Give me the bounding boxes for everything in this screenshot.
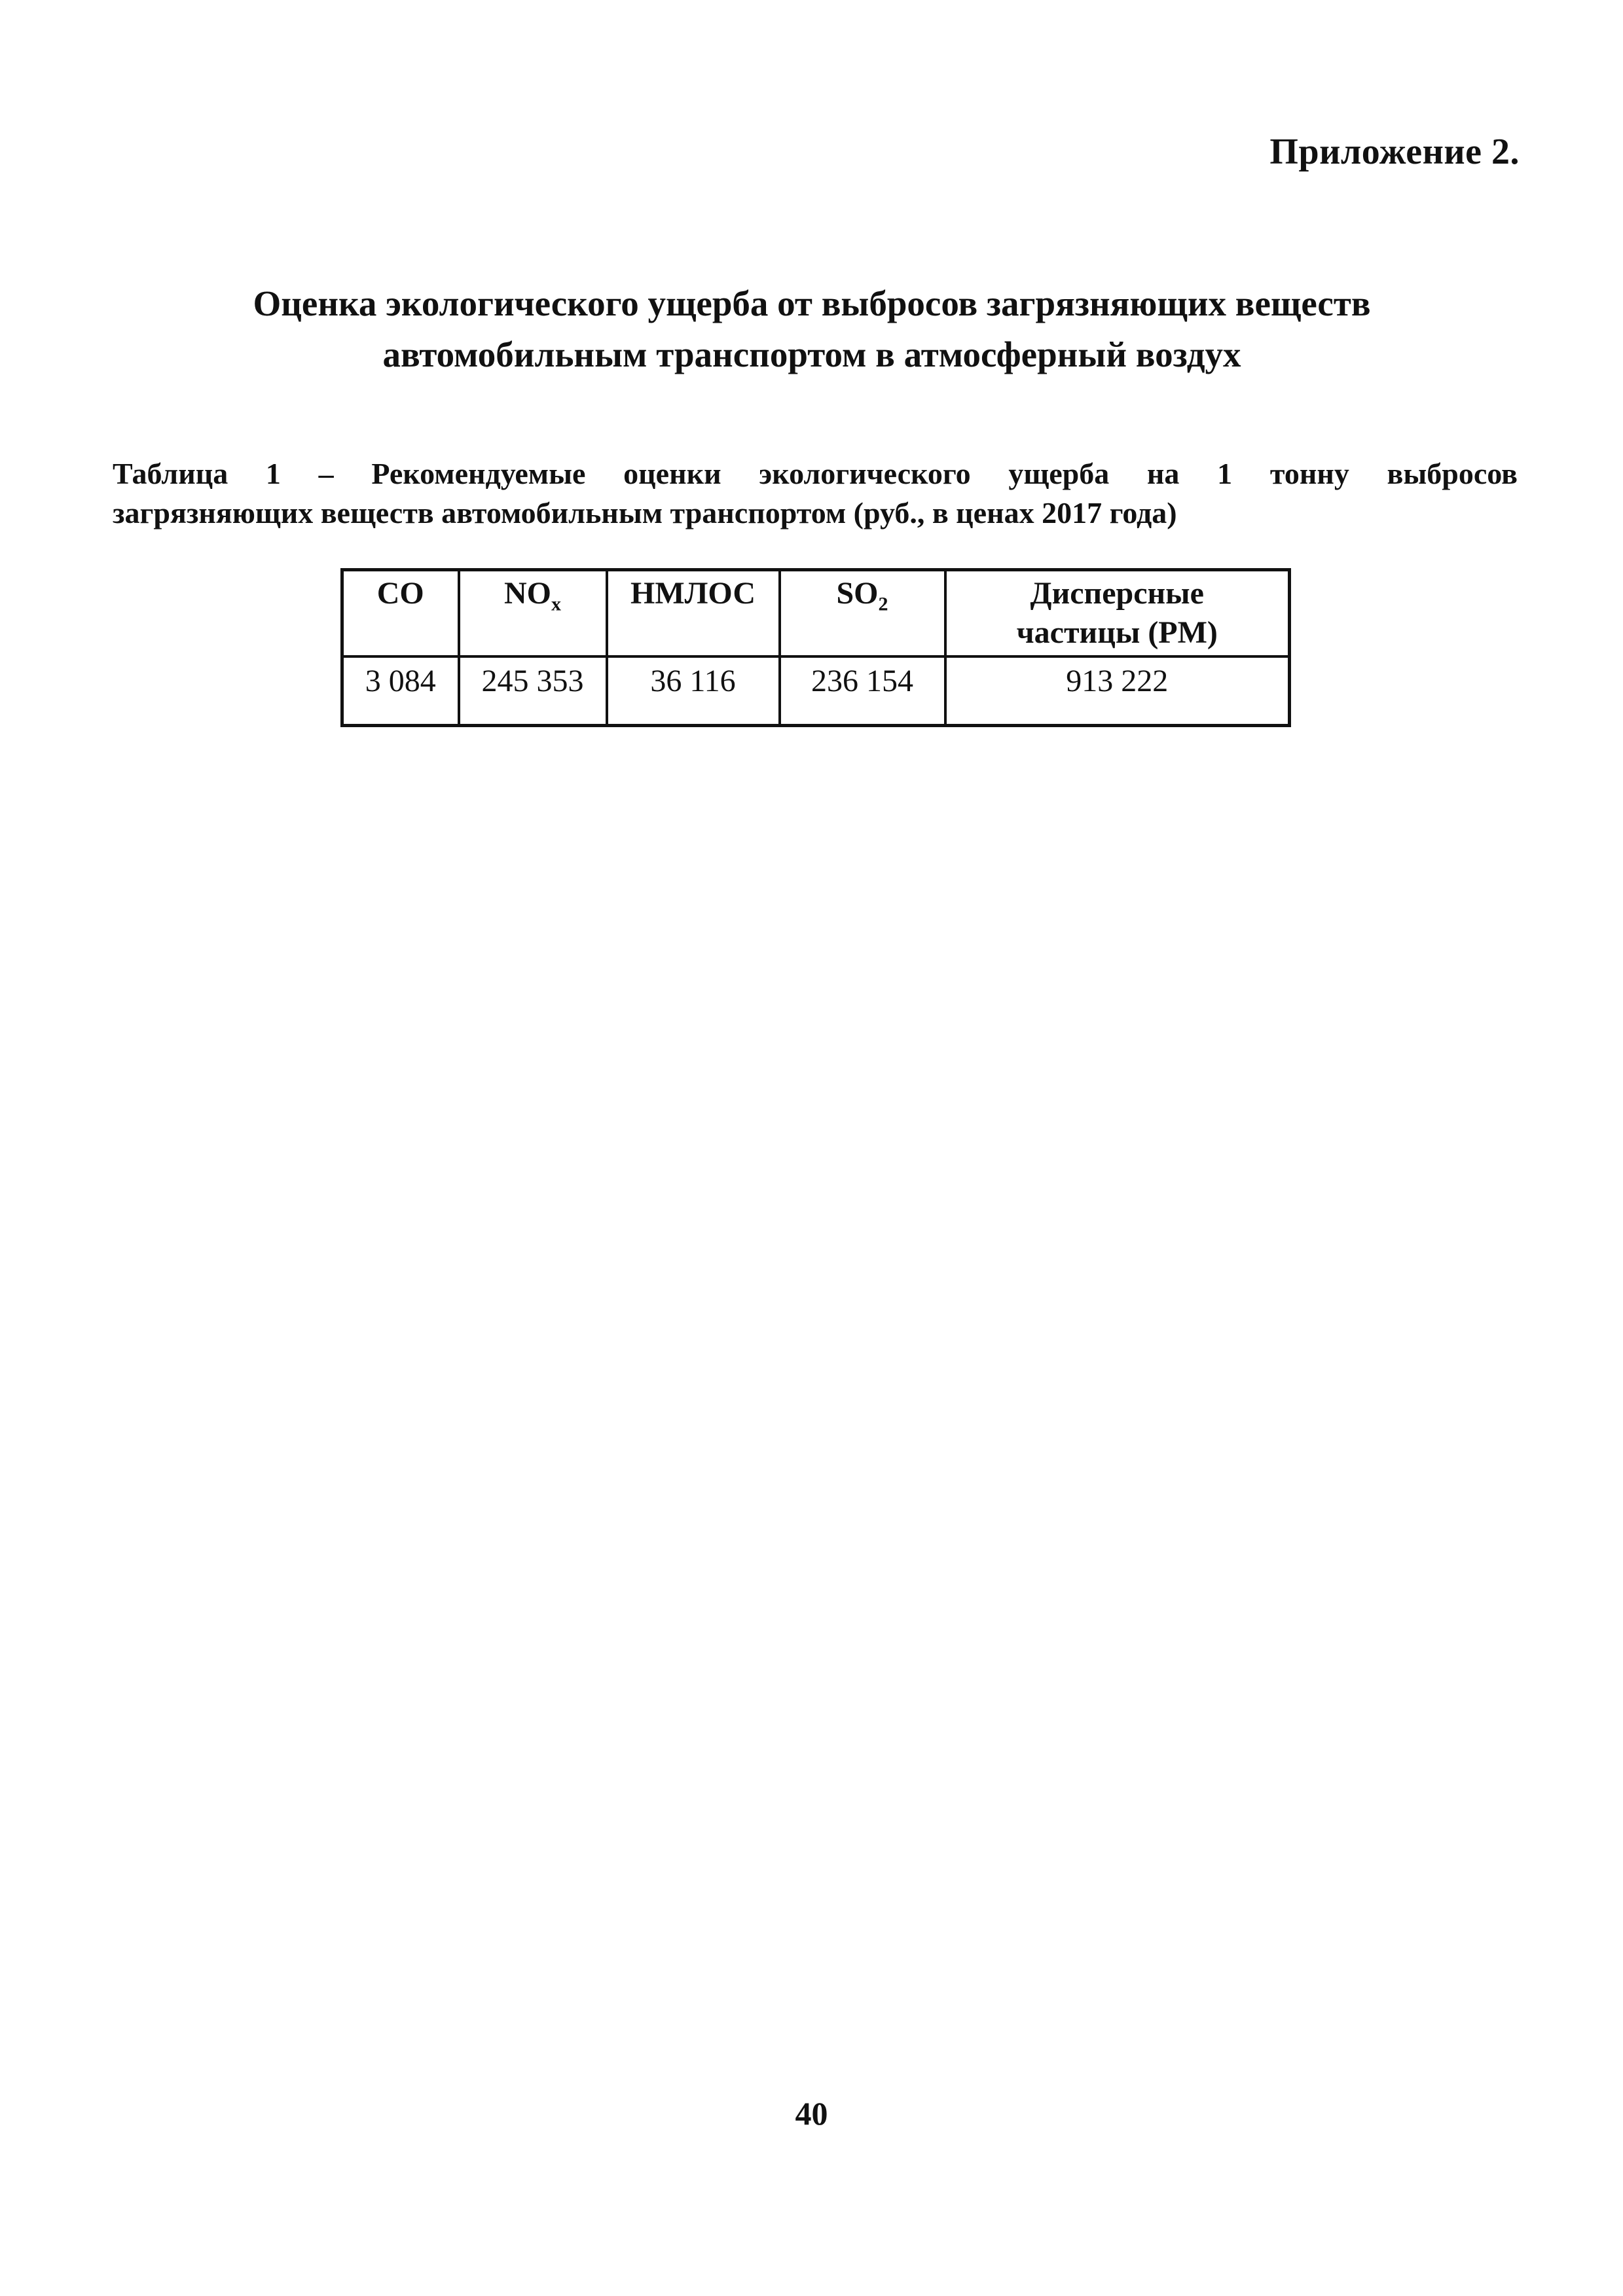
table-caption — [113, 454, 1518, 533]
document-title-line-2: автомобильным транспортом в атмосферный воздух — [382, 334, 1241, 374]
table-caption-line-1: Таблица 1 – Рекомендуемые оценки экологического ущерба на 1 тонну выбросов — [113, 457, 1518, 490]
cell-co-value: 3 084 — [342, 656, 459, 726]
header-co: CO — [342, 570, 459, 656]
damage-estimates-table — [340, 568, 1291, 727]
document-title-line-1: Оценка экологического ущерба от выбросов загрязняющих веществ — [253, 283, 1371, 323]
header-nmvoc: НМЛОС — [607, 570, 780, 656]
table-caption-line-2: загрязняющих веществ автомобильным транспортом (руб., в ценах 2017 года) — [113, 496, 1177, 529]
header-particulate-matter: Дисперсные частицы (PM) — [945, 570, 1290, 656]
header-nox: $NO_x$ — [459, 570, 607, 656]
table-header-row — [342, 570, 1290, 656]
cell-nox-value: 245 353 — [459, 656, 607, 726]
cell-nmvoc-value: 36 116 — [607, 656, 780, 726]
cell-pm-value: 913 222 — [945, 656, 1290, 726]
document-title — [131, 278, 1493, 380]
appendix-label: Приложение 2. — [1269, 132, 1520, 172]
cell-so2-value: 236 154 — [780, 656, 945, 726]
header-so2: $SO_2$ — [780, 570, 945, 656]
table-row — [342, 656, 1290, 726]
page-number: 40 — [795, 2095, 828, 2132]
